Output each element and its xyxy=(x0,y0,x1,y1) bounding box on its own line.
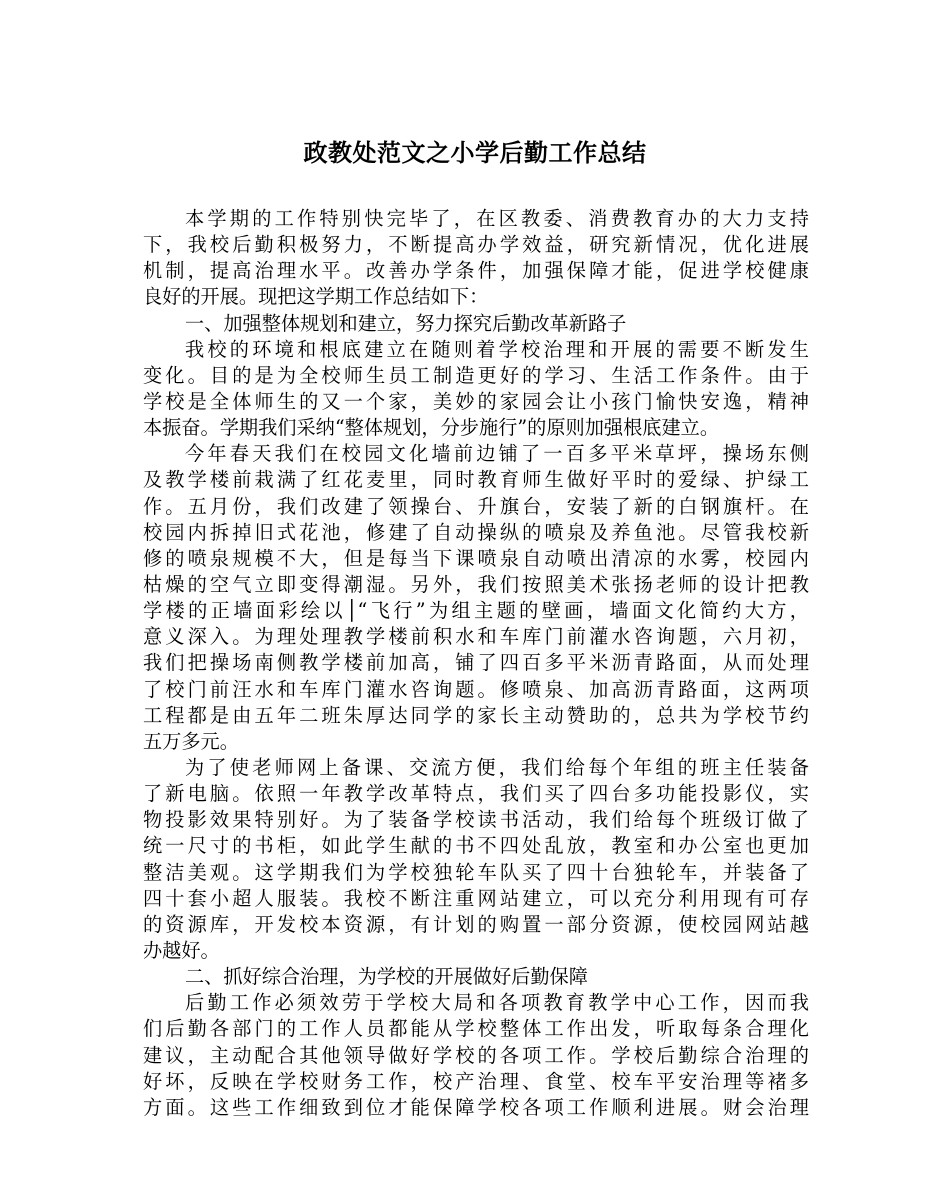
body-line: 整洁美观。这学期我们为学校独轮车队买了四十台独轮车，并装备了 xyxy=(143,860,809,884)
body-line: 修的喷泉规模不大，但是每当下课喷泉自动喷出清凉的水雾，校园内 xyxy=(143,546,809,570)
body-line: 物投影效果特别好。为了装备学校读书活动，我们给每个班级订做了 xyxy=(143,808,809,832)
body-line: 良好的开展。现把这学期工作总结如下： xyxy=(143,285,489,309)
document-body xyxy=(143,206,809,1121)
body-line: 了新电脑。依照一年教学改革特点，我们买了四台多功能投影仪，实 xyxy=(143,782,809,806)
body-line: 们后勤各部门的工作人员都能从学校整体工作出发，听取每条合理化 xyxy=(143,1017,809,1041)
body-line: 了校门前汪水和车库门灌水咨询题。修喷泉、加高沥青路面，这两项 xyxy=(143,677,809,701)
body-line: 下，我校后勤积极努力，不断提高办学效益，研究新情况，优化进展 xyxy=(143,233,809,257)
body-line: 意义深入。为理处理教学楼前积水和车库门前灌水咨询题，六月初， xyxy=(143,625,809,649)
body-line: 建议，主动配合其他领导做好学校的各项工作。学校后勤综合治理的 xyxy=(143,1043,809,1067)
body-line: 一、加强整体规划和建立，努力探究后勤改革新路子 xyxy=(185,311,627,335)
body-line: 为了使老师网上备课、交流方便，我们给每个年组的班主任装备 xyxy=(185,755,809,779)
body-line: 二、抓好综合治理，为学校的开展做好后勤保障 xyxy=(185,965,588,989)
body-line: 本学期的工作特别快完毕了，在区教委、消费教育办的大力支持 xyxy=(185,207,809,230)
body-line: 枯燥的空气立即变得潮湿。另外，我们按照美术张扬老师的设计把教 xyxy=(143,572,809,596)
body-line: 校园内拆掉旧式花池，修建了自动操纵的喷泉及养鱼池。尽管我校新 xyxy=(143,520,809,544)
body-line: 方面。这些工作细致到位才能保障学校各项工作顺利进展。财会治理 xyxy=(143,1095,809,1119)
body-line: 五万多元。 xyxy=(143,729,239,753)
body-line: 机制，提高治理水平。改善办学条件，加强保障才能，促进学校健康 xyxy=(143,259,809,283)
body-line: 我校的环境和根底建立在随则着学校治理和开展的需要不断发生 xyxy=(185,337,809,361)
body-line: 办越好。 xyxy=(143,938,220,962)
body-line: 我们把操场南侧教学楼前加高，铺了四百多平米沥青路面，从而处理 xyxy=(143,651,809,675)
body-line: 本振奋。学期我们采纳“整体规划，分步施行”的原则加强根底建立。 xyxy=(143,416,720,440)
document-title: 政教处范文之小学后勤工作总结 xyxy=(303,138,647,167)
body-line: 后勤工作必须效劳于学校大局和各项教育教学中心工作，因而我 xyxy=(185,991,809,1015)
body-line: 统一尺寸的书柜，如此学生献的书不四处乱放，教室和办公室也更加 xyxy=(143,834,809,858)
body-line: 学校是全体师生的又一个家，美妙的家园会让小孩门愉快安逸，精神 xyxy=(143,389,809,413)
body-line: 好坏，反映在学校财务工作，校产治理、食堂、校车平安治理等褚多 xyxy=(143,1069,809,1093)
body-line: 及教学楼前栽满了红花麦里，同时教育师生做好平时的爱绿、护绿工 xyxy=(143,468,809,492)
body-line: 工程都是由五年二班朱厚达同学的家长主动赞助的，总共为学校节约 xyxy=(143,703,809,727)
body-line: 四十套小超人服装。我校不断注重网站建立，可以充分利用现有可存 xyxy=(143,886,809,910)
body-line: 作。五月份，我们改建了领操台、升旗台，安装了新的白钢旗杆。在 xyxy=(143,494,809,518)
body-line: 今年春天我们在校园文化墙前边铺了一百多平米草坪，操场东侧 xyxy=(185,442,809,466)
body-line: 变化。目的是为全校师生员工制造更好的学习、生活工作条件。由于 xyxy=(143,363,809,387)
body-line: 学楼的正墙面彩绘以│“飞行”为组主题的壁画，墙面文化简约大方， xyxy=(143,599,809,623)
body-line: 的资源库，开发校本资源，有计划的购置一部分资源，使校园网站越 xyxy=(143,912,809,936)
